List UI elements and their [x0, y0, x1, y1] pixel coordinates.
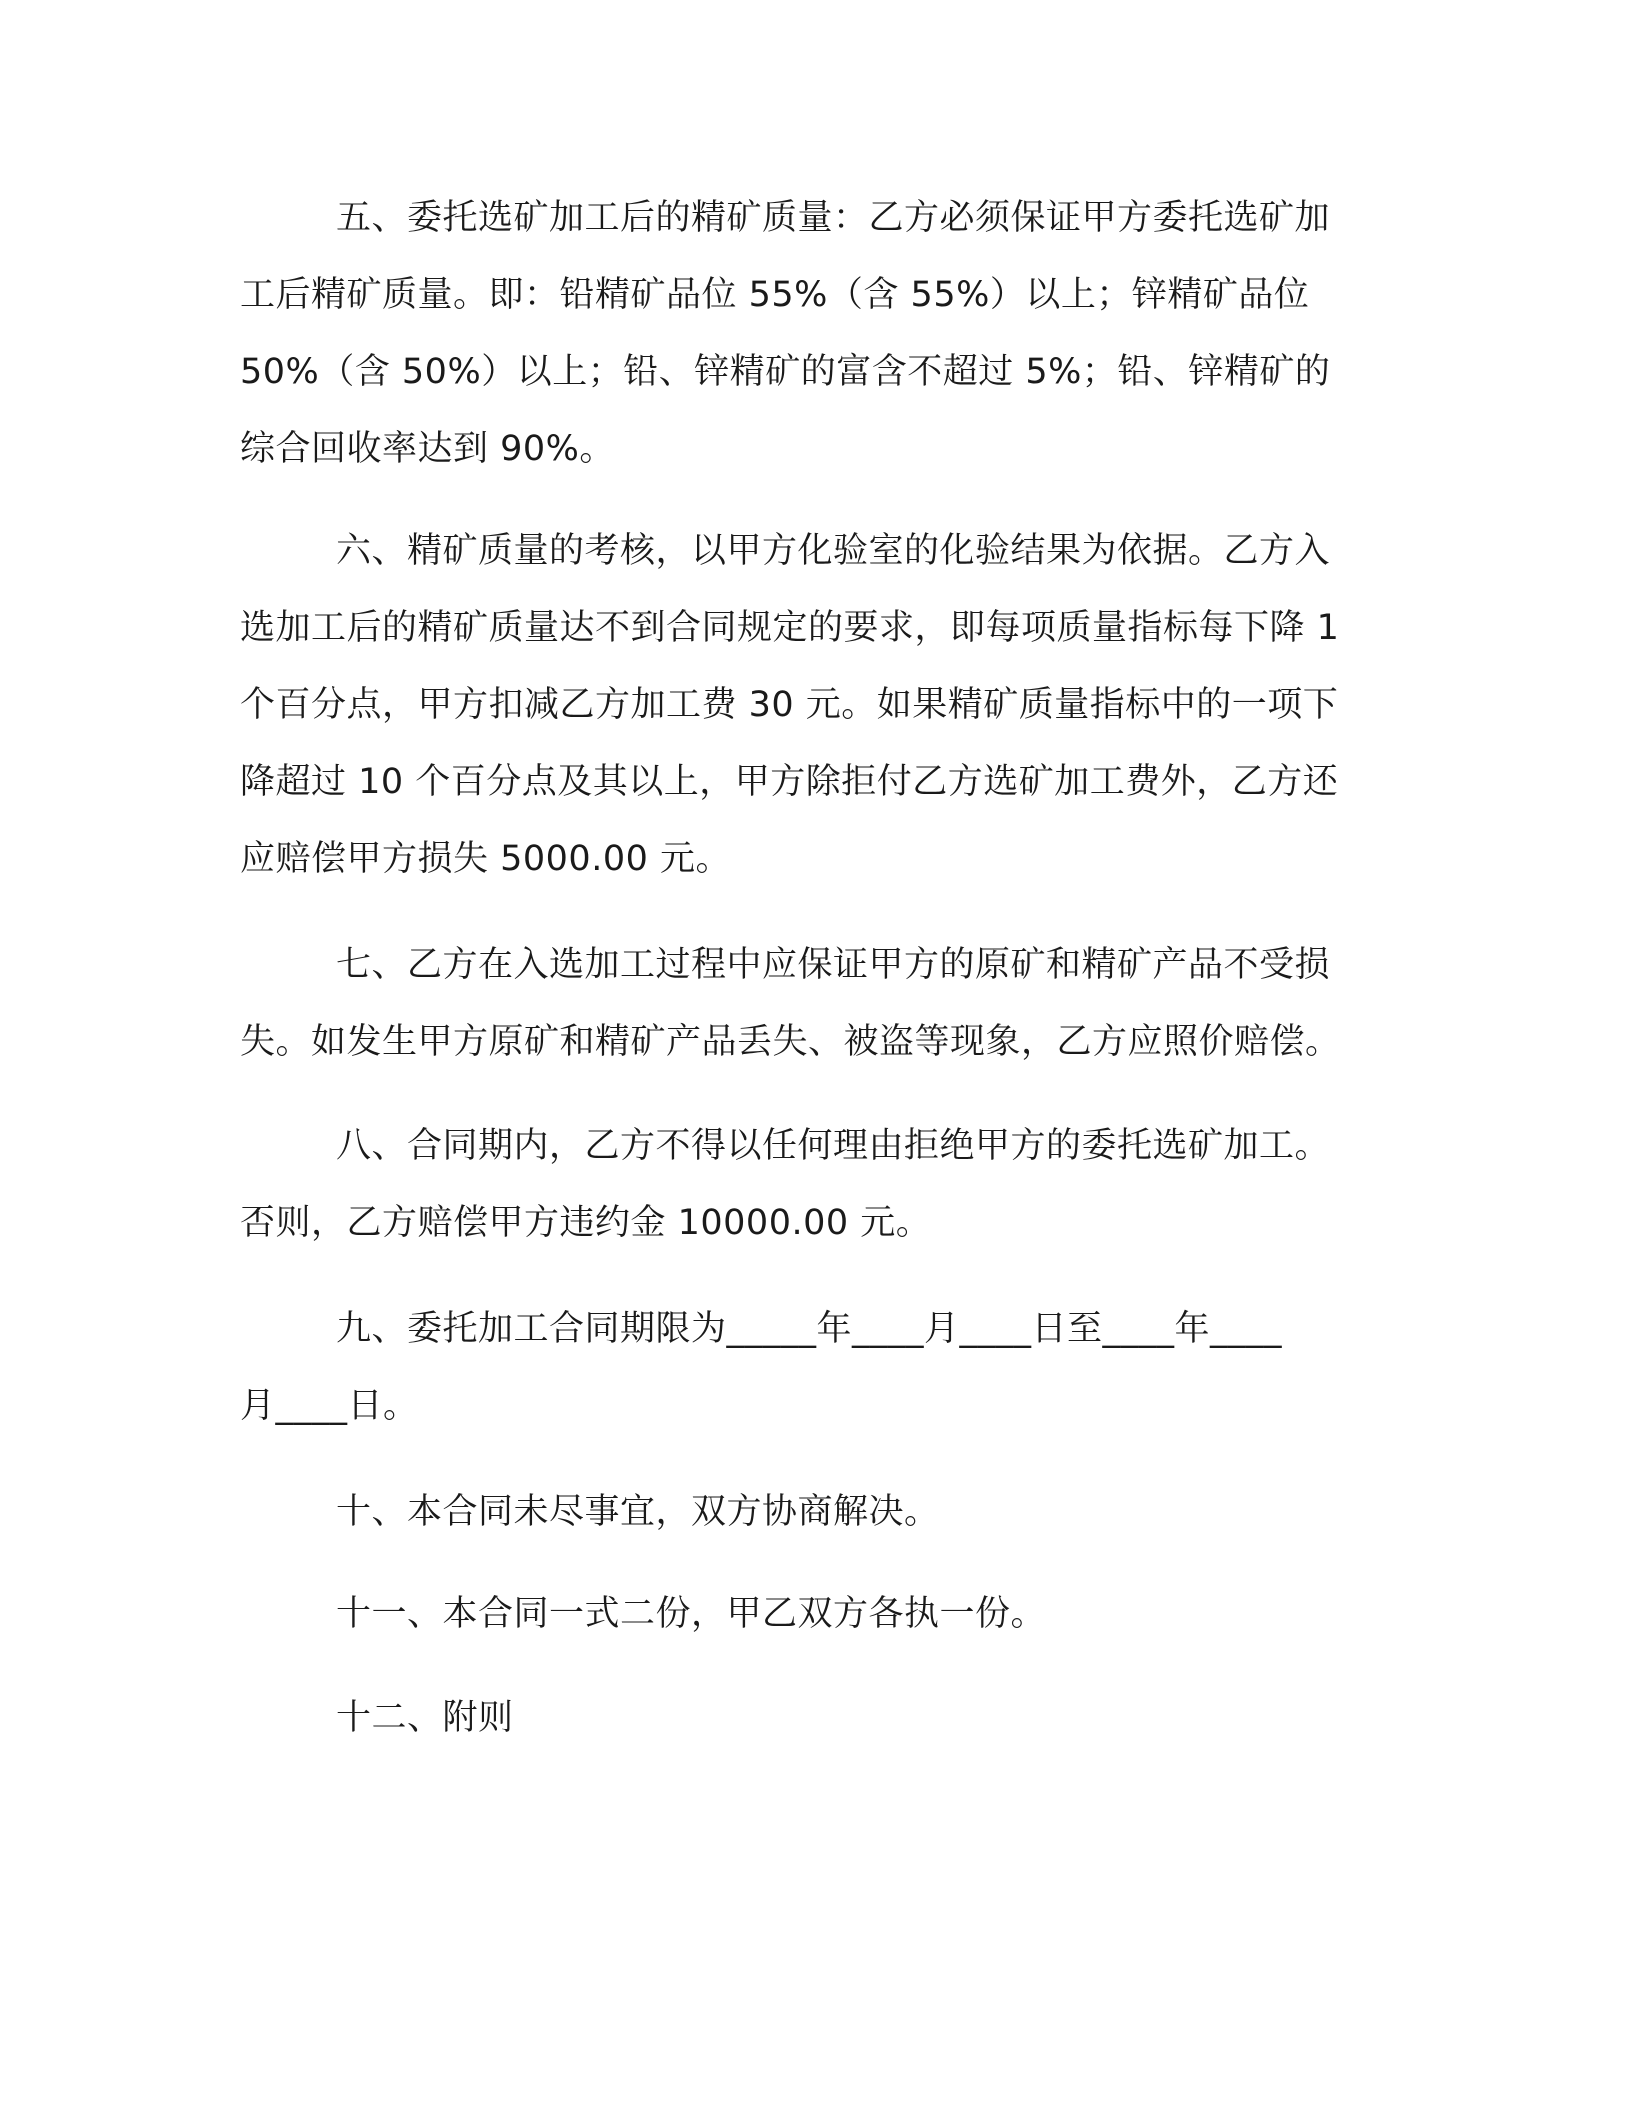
text-line: 六、精矿质量的考核，以甲方化验室的化验结果为依据。乙方入: [336, 531, 1331, 571]
text-line: 应赔偿甲方损失 5000.00 元。: [240, 839, 731, 879]
text-line: 月____日。: [240, 1386, 419, 1426]
text-line: 个百分点，甲方扣减乙方加工费 30 元。如果精矿质量指标中的一项下: [240, 685, 1339, 725]
text-line: 五、委托选矿加工后的精矿质量：乙方必须保证甲方委托选矿加: [336, 198, 1331, 238]
clause-9: [240, 1291, 1380, 1445]
text-line: 九、委托加工合同期限为_____年____月____日至____年____: [336, 1309, 1283, 1349]
clause-10: [240, 1474, 1380, 1551]
text-line: 七、乙方在入选加工过程中应保证甲方的原矿和精矿产品不受损: [336, 945, 1331, 985]
clause-8: [240, 1108, 1380, 1262]
text-line: 八、合同期内，乙方不得以任何理由拒绝甲方的委托选矿加工。: [336, 1126, 1331, 1166]
clause-12: [240, 1680, 1380, 1757]
text-line: 降超过 10 个百分点及其以上，甲方除拒付乙方选矿加工费外，乙方还: [240, 762, 1339, 802]
text-line: 十一、本合同一式二份，甲乙双方各执一份。: [336, 1594, 1047, 1634]
text-line: 工后精矿质量。即：铅精矿品位 55%（含 55%）以上；锌精矿品位: [240, 275, 1310, 315]
text-line: 失。如发生甲方原矿和精矿产品丢失、被盗等现象，乙方应照价赔偿。: [240, 1022, 1341, 1062]
text-line: 十、本合同未尽事宜，双方协商解决。: [336, 1492, 940, 1532]
clause-5: [240, 180, 1380, 488]
clause-6: [240, 513, 1380, 898]
text-line: 否则，乙方赔偿甲方违约金 10000.00 元。: [240, 1203, 932, 1243]
text-line: 综合回收率达到 90%。: [240, 429, 615, 469]
text-line: 选加工后的精矿质量达不到合同规定的要求，即每项质量指标每下降 1: [240, 608, 1340, 648]
text-line: 50%（含 50%）以上；铅、锌精矿的富含不超过 5%；铅、锌精矿的: [240, 352, 1331, 392]
text-line: 十二、附则: [336, 1698, 514, 1738]
clause-7: [240, 927, 1380, 1081]
clause-11: [240, 1576, 1380, 1653]
